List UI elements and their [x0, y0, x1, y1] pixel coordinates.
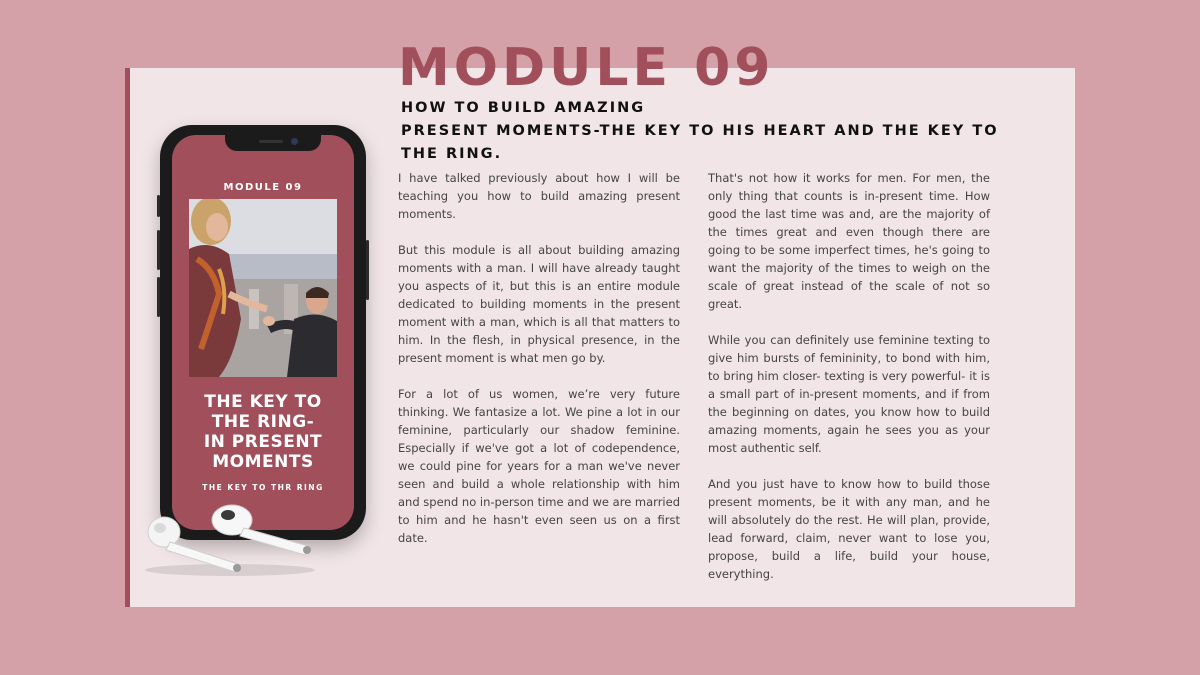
screen-headline-line: IN PRESENT	[203, 432, 323, 452]
airpods-icon	[140, 500, 320, 580]
couple-photo	[189, 199, 337, 377]
card-accent-bar	[125, 68, 130, 607]
subtitle-line-1: HOW TO BUILD AMAZING	[401, 100, 646, 116]
phone-screen	[172, 135, 354, 530]
phone-button	[366, 240, 369, 300]
screen-module-label: MODULE 09	[223, 182, 303, 193]
screen-headline-line: THE KEY TO	[204, 392, 322, 412]
screen-headline-line: MOMENTS	[212, 452, 314, 472]
speaker-grille	[259, 140, 283, 143]
text-column-left	[398, 169, 680, 565]
paragraph: But this module is all about building amazing moments with a man. I will have already taught you aspects of it, but this is an entire module dedicated to building moments in the present moment with a man, which is all that matters to him. In the flesh, in physical presence, in the present moment is what men go by.	[398, 243, 680, 365]
screen-headline	[172, 392, 354, 472]
paragraph: I have talked previously about how I will be teaching you how to build amazing present moments.	[398, 171, 680, 221]
camera-icon	[291, 138, 298, 145]
phone-mockup	[160, 125, 366, 540]
screen-tagline: THE KEY TO THR RING	[202, 483, 324, 492]
paragraph: And you just have to know how to build those present moments, be it with any man, and he will absolutely do the rest. He will plan, provide, lead forward, claim, never want to lose you, propose, build a life, build your house, everything.	[708, 477, 990, 581]
subtitle-line-2: PRESENT MOMENTS-THE KEY TO HIS HEART AND THE KEY TO THE RING.	[401, 123, 999, 162]
module-title: MODULE 09	[398, 38, 775, 98]
phone-button	[157, 195, 160, 217]
paragraph: That's not how it works for men. For men, the only thing that counts is in-present time. How good the last time was and, are the majority of the times great and even though there are going to be some imperfect times, he's going to want the majority of the times to weigh on the scale of great instead of the scale of not so great.	[708, 171, 990, 311]
text-column-right	[708, 169, 990, 601]
paragraph: While you can definitely use feminine texting to give him bursts of femininity, to bond with him, to bring him closer- texting is very powerful- it is a small part of in-present moments, and if from the beginning on dates, you know how to build amazing moments, again he sees you as your most authentic self.	[708, 333, 990, 455]
screen-headline-line: THE RING-	[211, 412, 315, 432]
phone-button	[157, 230, 160, 270]
module-subtitle	[401, 97, 1041, 166]
couple-photo-illustration	[189, 199, 337, 377]
paragraph: For a lot of us women, we’re very future thinking. We fantasize a lot. We pine a lot in our feminine, particularly our shadow feminine. Especially if we've got a lot of codependence, we could pine for years for a man we've never seen and build a whole relationship with him and spend no in-person time and we are married to him and he hasn't even seen us on a first date.	[398, 387, 680, 545]
phone-button	[157, 277, 160, 317]
phone-notch	[225, 135, 321, 151]
